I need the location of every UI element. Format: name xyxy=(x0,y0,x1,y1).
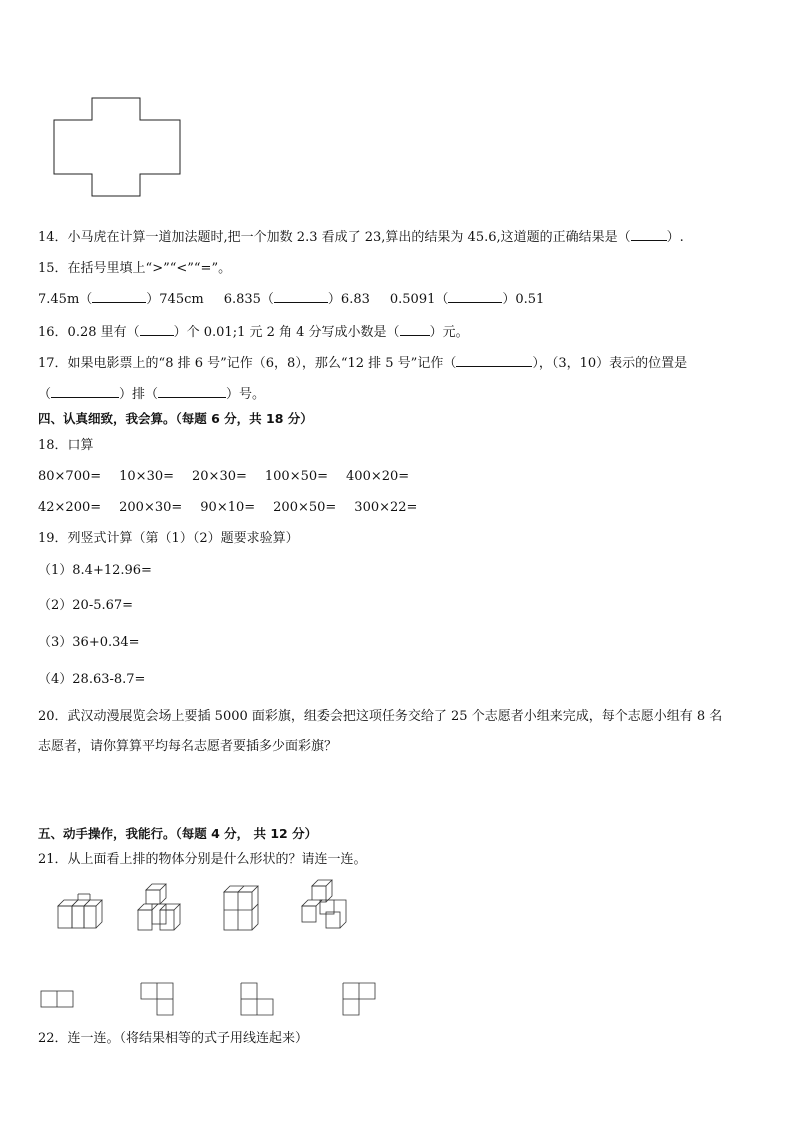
vertical-calc-2: （2）20-5.67= xyxy=(38,598,134,613)
top-view-3 xyxy=(240,982,280,1018)
top-view-4 xyxy=(342,982,382,1018)
section-5-title: 五、动手操作，我能行。（每题 4 分， 共 12 分） xyxy=(38,826,318,841)
compare-item: 6.835（ ）6.83 xyxy=(223,292,370,307)
answer-blank[interactable] xyxy=(400,324,430,336)
oral-calc-row-1: 80×700= 10×30= 20×30= 100×50= 400×20= xyxy=(38,469,410,484)
answer-blank[interactable] xyxy=(631,229,667,241)
cube-object-2 xyxy=(134,882,194,937)
question-15-items xyxy=(38,291,544,308)
answer-blank[interactable] xyxy=(158,386,226,398)
answer-blank[interactable] xyxy=(92,291,146,303)
answer-blank[interactable] xyxy=(456,355,532,367)
top-view-2 xyxy=(140,982,180,1018)
question-22: 22．连一连。（将结果相等的式子用线连起来） xyxy=(38,1031,309,1046)
cross-figure xyxy=(0,0,794,220)
compare-item: 7.45m（ ）745cm xyxy=(38,292,204,307)
answer-blank[interactable] xyxy=(51,386,119,398)
cube-object-1 xyxy=(52,892,112,937)
vertical-calc-3: （3）36+0.34= xyxy=(38,635,140,650)
answer-blank[interactable] xyxy=(274,291,328,303)
cube-object-3 xyxy=(218,882,278,937)
question-14: 14．小马虎在计算一道加法题时,把一个加数 2.3 看成了 23,算出的结果为 45.6,这道题的正确结果是（ ）. xyxy=(38,230,684,245)
question-17: 17．如果电影票上的“8 排 6 号”记作（6，8），那么“12 排 5 号”记作（ ），（3，10）表示的位置是 xyxy=(38,356,688,371)
question-20-cont: 志愿者，请你算算平均每名志愿者要插多少面彩旗？ xyxy=(38,739,338,754)
question-19: 19．列竖式计算（第（1）（2）题要求验算） xyxy=(38,531,299,546)
vertical-calc-1: （1）8.4+12.96= xyxy=(38,563,152,578)
answer-blank[interactable] xyxy=(448,291,502,303)
question-20: 20．武汉动漫展览会场上要插 5000 面彩旗，组委会把这项任务交给了 25 个志愿者小组来完成，每个志愿小组有 8 名 xyxy=(38,709,723,724)
question-21: 21．从上面看上排的物体分别是什么形状的？请连一连。 xyxy=(38,852,367,867)
answer-blank[interactable] xyxy=(140,324,174,336)
question-15: 15．在括号里填上“>”“<”“=”。 xyxy=(38,261,232,276)
section-4-title: 四、认真细致，我会算。（每题 6 分，共 18 分） xyxy=(38,411,313,426)
oral-calc-row-2: 42×200= 200×30= 90×10= 200×50= 300×22= xyxy=(38,500,418,515)
cube-object-4 xyxy=(298,876,358,936)
question-18: 18．口算 xyxy=(38,438,94,453)
question-17-cont: （ ）排（ ）号。 xyxy=(38,387,266,402)
question-16: 16．0.28 里有（ ）个 0.01;1 元 2 角 4 分写成小数是（ ）元。 xyxy=(38,325,469,340)
vertical-calc-4: （4）28.63-8.7= xyxy=(38,672,146,687)
top-view-1 xyxy=(40,990,80,1010)
compare-item: 0.5091（ ）0.51 xyxy=(389,292,545,307)
